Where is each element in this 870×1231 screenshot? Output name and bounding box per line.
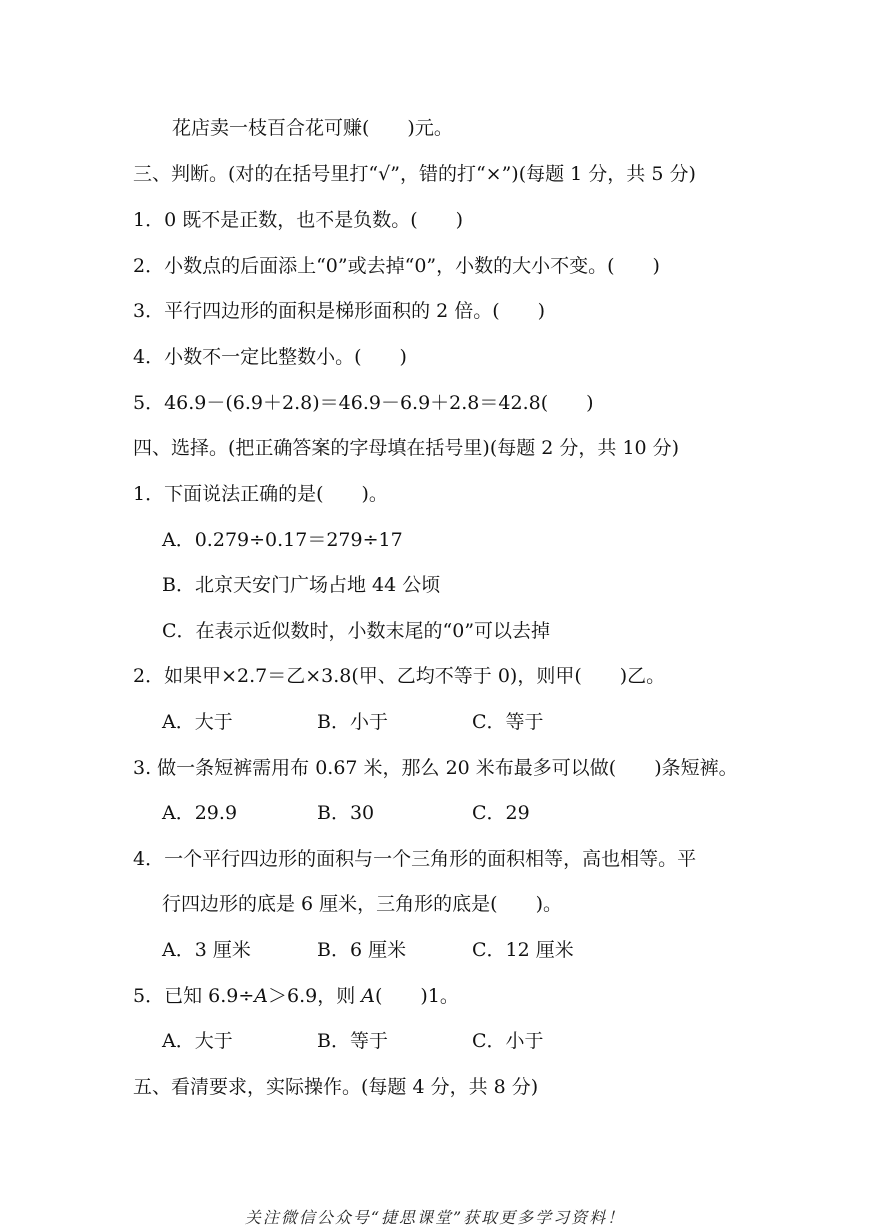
choice-3-option-b: B．30: [317, 802, 375, 824]
judge-question-1: 1．0 既不是正数，也不是负数。( ): [133, 209, 464, 231]
choice-2-option-a: A．大于: [162, 711, 233, 733]
choice-1-option-c: C．在表示近似数时，小数末尾的“0”可以去掉: [162, 620, 551, 642]
footer-note: 关注微信公众号“捷思课堂”获取更多学习资料！: [244, 1208, 626, 1227]
choice-4-option-c: C．12 厘米: [472, 939, 574, 961]
choice-5-option-a: A．大于: [162, 1030, 233, 1052]
section-3-heading: 三、判断。(对的在括号里打“√”，错的打“×”)(每题 1 分，共 5 分): [133, 163, 696, 185]
choice-3-option-c: C．29: [472, 802, 530, 824]
choice-5-text-middle: ＞6.9，则: [268, 985, 362, 1007]
section-5-heading: 五、看清要求，实际操作。(每题 4 分，共 8 分): [133, 1076, 539, 1098]
choice-5-text-start: 5．已知 6.9÷: [133, 985, 255, 1007]
choice-question-2: 2．如果甲×2.7＝乙×3.8(甲、乙均不等于 0)，则甲( )乙。: [133, 665, 666, 687]
judge-question-4: 4．小数不一定比整数小。( ): [133, 346, 407, 368]
judge-question-5: 5．46.9－(6.9＋2.8)＝46.9－6.9＋2.8＝42.8( ): [133, 392, 594, 414]
choice-question-3: 3. 做一条短裤需用布 0.67 米，那么 20 米布最多可以做( )条短裤。: [133, 757, 738, 779]
choice-5-text-end: ( )1。: [375, 985, 459, 1007]
choice-5-option-c: C．小于: [472, 1030, 544, 1052]
choice-4-option-a: A．3 厘米: [162, 939, 251, 961]
choice-5-option-b: B．等于: [317, 1030, 388, 1052]
choice-question-1: 1．下面说法正确的是( )。: [133, 483, 388, 505]
judge-question-3: 3．平行四边形的面积是梯形面积的 2 倍。( ): [133, 300, 546, 322]
choice-question-5: [133, 984, 459, 1008]
choice-5-variable-a-second: A: [361, 985, 375, 1007]
choice-2-option-c: C．等于: [472, 711, 544, 733]
continued-question-line: 花店卖一枝百合花可赚( )元。: [172, 117, 453, 139]
choice-1-option-b: B．北京天安门广场占地 44 公顷: [162, 574, 441, 596]
choice-4-option-b: B．6 厘米: [317, 939, 407, 961]
choice-question-4: 4．一个平行四边形的面积与一个三角形的面积相等，高也相等。平: [133, 848, 697, 870]
choice-1-option-a: A．0.279÷0.17＝279÷17: [162, 529, 403, 551]
section-4-heading: 四、选择。(把正确答案的字母填在括号里)(每题 2 分，共 10 分): [133, 437, 680, 459]
choice-3-option-a: A．29.9: [162, 802, 238, 824]
choice-5-variable-a: A: [254, 985, 268, 1007]
choice-question-4-continued: 行四边形的底是 6 厘米，三角形的底是( )。: [162, 893, 562, 915]
choice-2-option-b: B．小于: [317, 711, 388, 733]
judge-question-2: 2．小数点的后面添上“0”或去掉“0”，小数的大小不变。( ): [133, 255, 660, 277]
